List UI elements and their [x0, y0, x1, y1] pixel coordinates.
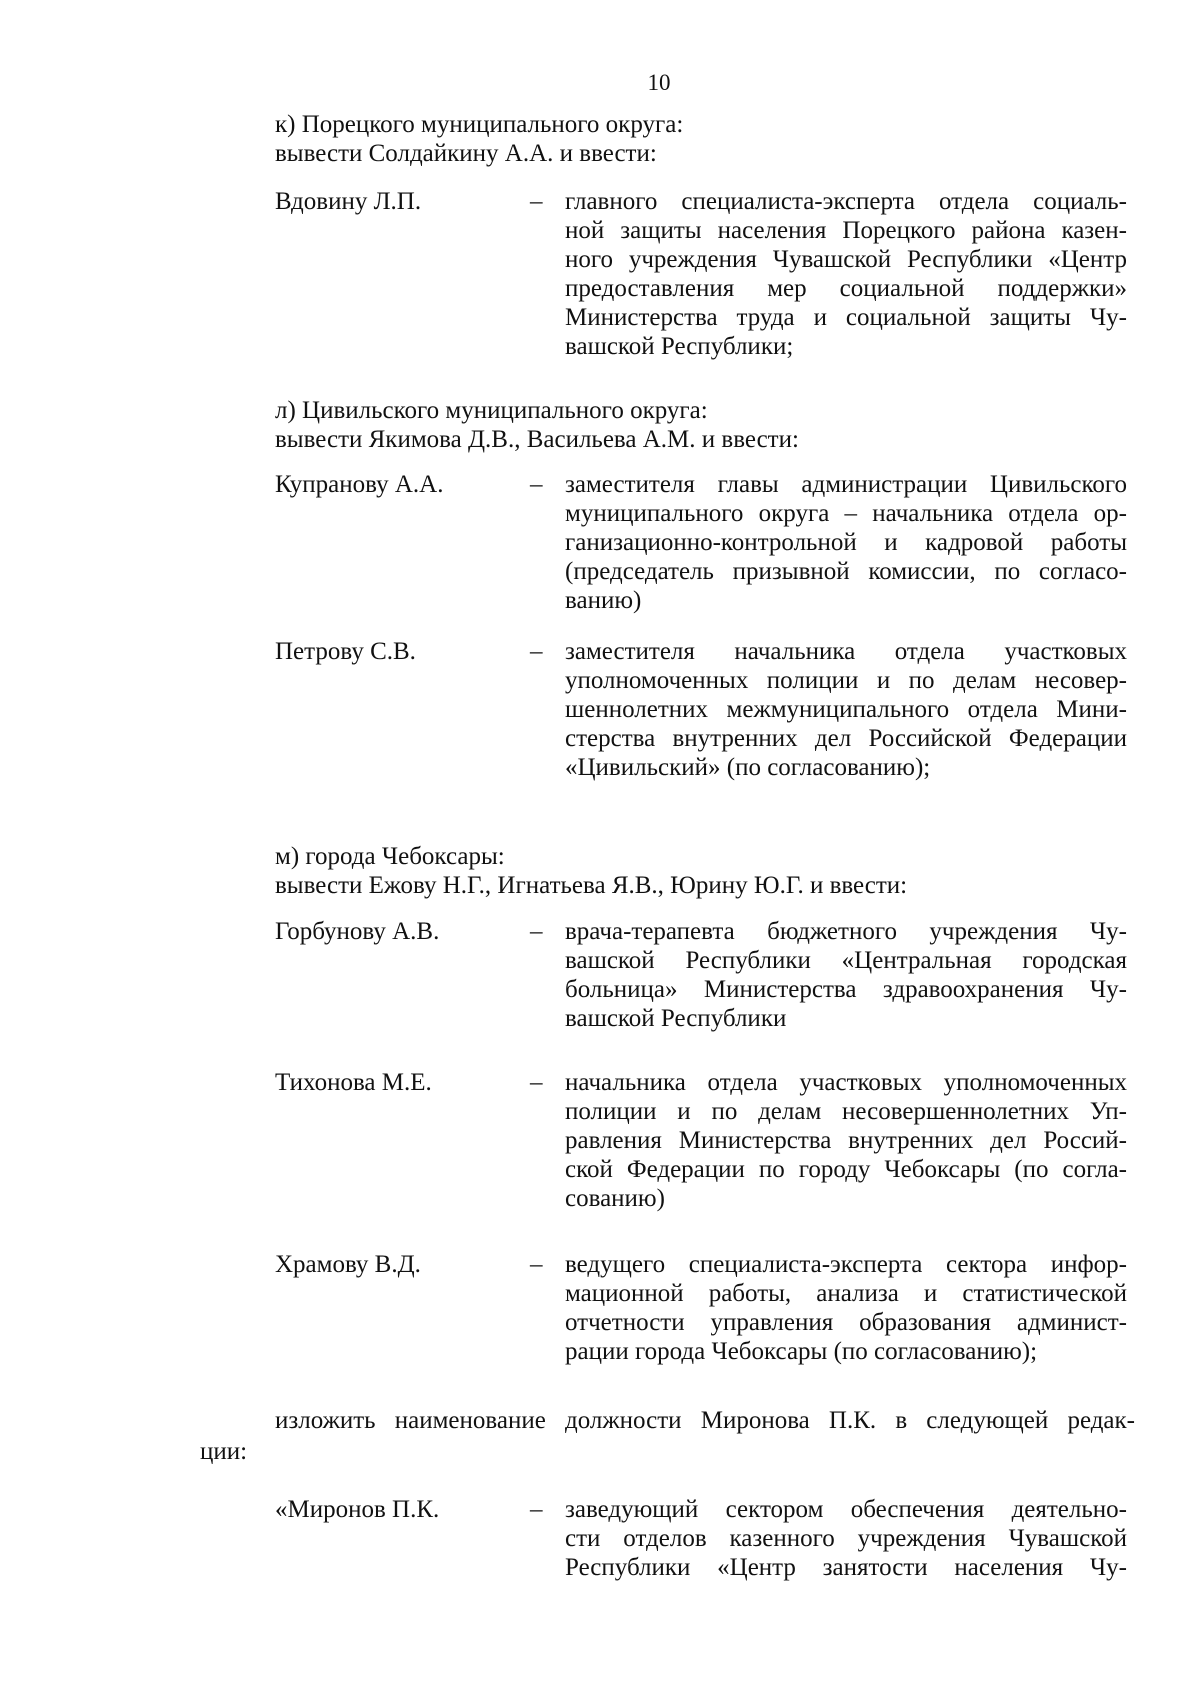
position-line: вашской Республики «Центральная городская: [565, 947, 1127, 974]
member-position: [565, 637, 1127, 782]
position-line: сованию): [565, 1185, 665, 1212]
position-line: ной защиты населения Порецкого района казен-: [565, 217, 1127, 244]
position-line: уполномоченных полиции и по делам несовер-: [565, 667, 1127, 694]
member-position: [565, 470, 1127, 615]
position-line: начальника отдела участковых уполномоченных: [565, 1069, 1127, 1096]
position-line: заместителя главы администрации Цивильского: [565, 471, 1127, 498]
section-heading-l: [275, 396, 1135, 454]
dash-separator: –: [530, 188, 543, 215]
section-instruction: вывести Якимова Д.В., Васильева А.М. и ввести:: [275, 426, 799, 453]
dash-separator: –: [530, 1069, 543, 1096]
position-line: вашской Республики;: [565, 333, 794, 360]
section-heading-k: [275, 110, 1135, 168]
position-line: заведующий сектором обеспечения деятельно-: [565, 1496, 1127, 1523]
section-heading-m: [275, 842, 1135, 900]
position-line: муниципального округа – начальника отдела ор-: [565, 500, 1127, 527]
position-line: предоставления мер социальной поддержки»: [565, 275, 1127, 302]
position-line: главного специалиста-эксперта отдела социаль-: [565, 188, 1127, 215]
position-line: (председатель призывной комиссии, по согласо-: [565, 558, 1127, 585]
member-name: Горбунову А.В.: [275, 918, 440, 945]
amendment-paragraph: [200, 1405, 1135, 1467]
position-line: врача-терапевта бюджетного учреждения Чу-: [565, 918, 1127, 945]
member-name: Вдовину Л.П.: [275, 188, 422, 215]
position-line: ного учреждения Чувашской Республики «Центр: [565, 246, 1127, 273]
position-line: ведущего специалиста-эксперта сектора инфор-: [565, 1251, 1127, 1278]
position-line: ганизационно-контрольной и кадровой работы: [565, 529, 1127, 556]
member-name: Петрову С.В.: [275, 638, 416, 665]
position-line: Министерства труда и социальной защиты Чу-: [565, 304, 1127, 331]
section-title: л) Цивильского муниципального округа:: [275, 397, 708, 424]
position-line: ской Федерации по городу Чебоксары (по согла-: [565, 1156, 1127, 1183]
section-instruction: вывести Ежову Н.Г., Игнатьева Я.В., Юрину Ю.Г. и ввести:: [275, 872, 908, 899]
dash-separator: –: [530, 638, 543, 665]
section-title: м) города Чебоксары:: [275, 843, 505, 870]
position-line: рации города Чебоксары (по согласованию);: [565, 1338, 1038, 1365]
dash-separator: –: [530, 918, 543, 945]
position-line: равления Министерства внутренних дел Россий-: [565, 1127, 1127, 1154]
member-name: Тихонова М.Е.: [275, 1069, 432, 1096]
member-name: Храмову В.Д.: [275, 1251, 421, 1278]
position-line: ванию): [565, 587, 642, 614]
member-position: [565, 1250, 1127, 1366]
member-name: Купранову А.А.: [275, 471, 444, 498]
position-line: шеннолетних межмуниципального отдела Мини-: [565, 696, 1127, 723]
position-line: заместителя начальника отдела участковых: [565, 638, 1127, 665]
position-line: стерства внутренних дел Российской Федерации: [565, 725, 1127, 752]
position-line: «Цивильский» (по согласованию);: [565, 754, 931, 781]
member-name: «Миронов П.К.: [275, 1496, 440, 1523]
member-position: [565, 917, 1127, 1033]
section-title: к) Порецкого муниципального округа:: [275, 111, 684, 138]
paragraph-line: изложить наименование должности Миронова П.К. в следующей редак-: [275, 1407, 1135, 1434]
position-line: полиции и по делам несовершеннолетних Уп-: [565, 1098, 1127, 1125]
dash-separator: –: [530, 471, 543, 498]
position-line: сти отделов казенного учреждения Чувашской: [565, 1525, 1127, 1552]
dash-separator: –: [530, 1496, 543, 1523]
member-position: [565, 1495, 1127, 1582]
position-line: мационной работы, анализа и статистической: [565, 1280, 1127, 1307]
dash-separator: –: [530, 1251, 543, 1278]
section-instruction: вывести Солдайкину А.А. и ввести:: [275, 140, 657, 167]
position-line: отчетности управления образования админист-: [565, 1309, 1127, 1336]
member-position: [565, 187, 1127, 361]
position-line: вашской Республики: [565, 1005, 787, 1032]
position-line: Республики «Центр занятости населения Чу-: [565, 1554, 1127, 1581]
member-position: [565, 1068, 1127, 1213]
paragraph-line: ции:: [200, 1438, 248, 1465]
position-line: больница» Министерства здравоохранения Чу-: [565, 976, 1127, 1003]
page-number: 10: [647, 70, 671, 95]
